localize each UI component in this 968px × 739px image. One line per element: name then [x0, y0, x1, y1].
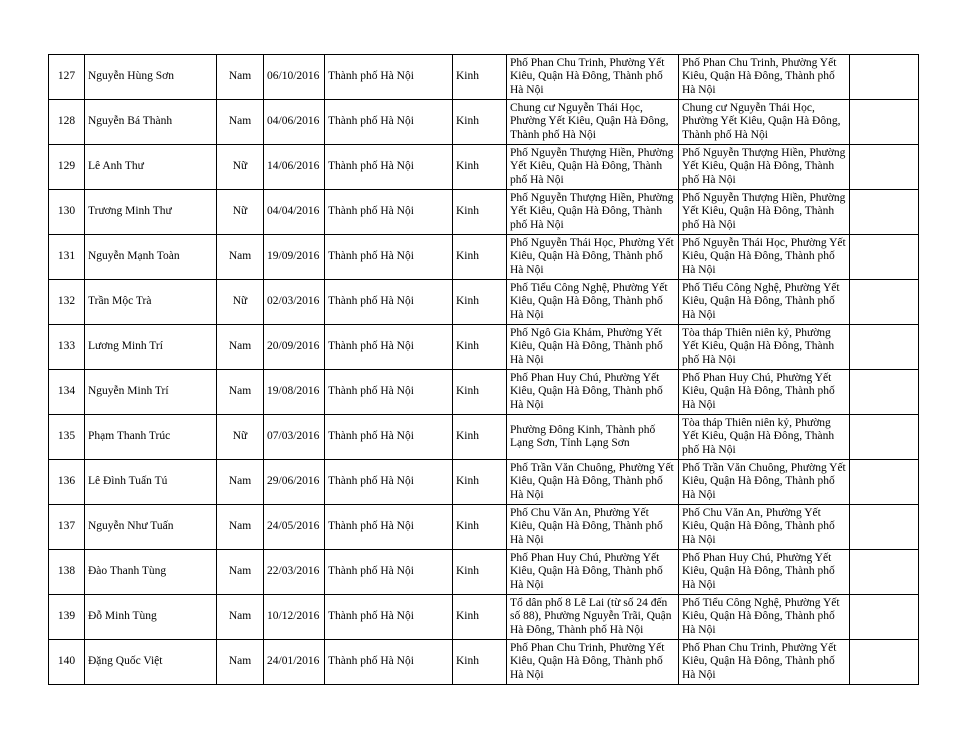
ethnicity-cell: Kinh	[453, 100, 507, 145]
birthplace-cell: Thành phố Hà Nội	[325, 370, 453, 415]
birthplace-cell: Thành phố Hà Nội	[325, 550, 453, 595]
row-number-cell: 138	[49, 550, 85, 595]
permanent-address-cell: Phường Đông Kinh, Thành phố Lạng Sơn, Tỉnh Lạng Sơn	[507, 415, 679, 460]
full-name-cell: Nguyễn Bá Thành	[85, 100, 217, 145]
birth-date-cell: 06/10/2016	[264, 55, 325, 100]
birthplace-cell: Thành phố Hà Nội	[325, 325, 453, 370]
ethnicity-cell: Kinh	[453, 280, 507, 325]
current-address-cell: Phố Trần Văn Chuông, Phường Yết Kiêu, Quận Hà Đông, Thành phố Hà Nội	[679, 460, 850, 505]
birthplace-cell: Thành phố Hà Nội	[325, 415, 453, 460]
full-name-cell: Phạm Thanh Trúc	[85, 415, 217, 460]
birthplace-cell: Thành phố Hà Nội	[325, 55, 453, 100]
full-name-cell: Lê Anh Thư	[85, 145, 217, 190]
table-row	[49, 325, 919, 370]
birth-date-cell: 29/06/2016	[264, 460, 325, 505]
ethnicity-cell: Kinh	[453, 370, 507, 415]
table-row	[49, 415, 919, 460]
birth-date-cell: 24/01/2016	[264, 640, 325, 685]
table-row	[49, 505, 919, 550]
ethnicity-cell: Kinh	[453, 595, 507, 640]
birth-date-cell: 14/06/2016	[264, 145, 325, 190]
permanent-address-cell: Phố Phan Chu Trinh, Phường Yết Kiêu, Quận Hà Đông, Thành phố Hà Nội	[507, 55, 679, 100]
permanent-address-cell: Phố Phan Huy Chú, Phường Yết Kiêu, Quận Hà Đông, Thành phố Hà Nội	[507, 550, 679, 595]
birthplace-cell: Thành phố Hà Nội	[325, 280, 453, 325]
table-row	[49, 100, 919, 145]
gender-cell: Nam	[217, 55, 264, 100]
current-address-cell: Phố Phan Huy Chú, Phường Yết Kiêu, Quận Hà Đông, Thành phố Hà Nội	[679, 550, 850, 595]
note-cell	[850, 460, 919, 505]
permanent-address-cell: Phố Nguyễn Thái Học, Phường Yết Kiêu, Quận Hà Đông, Thành phố Hà Nội	[507, 235, 679, 280]
gender-cell: Nữ	[217, 190, 264, 235]
note-cell	[850, 55, 919, 100]
row-number-cell: 127	[49, 55, 85, 100]
note-cell	[850, 145, 919, 190]
permanent-address-cell: Phố Trần Văn Chuông, Phường Yết Kiêu, Quận Hà Đông, Thành phố Hà Nội	[507, 460, 679, 505]
full-name-cell: Trần Mộc Trà	[85, 280, 217, 325]
gender-cell: Nam	[217, 640, 264, 685]
ethnicity-cell: Kinh	[453, 325, 507, 370]
gender-cell: Nam	[217, 460, 264, 505]
ethnicity-cell: Kinh	[453, 190, 507, 235]
birth-date-cell: 19/09/2016	[264, 235, 325, 280]
birth-date-cell: 22/03/2016	[264, 550, 325, 595]
table-row	[49, 55, 919, 100]
full-name-cell: Nguyễn Hùng Sơn	[85, 55, 217, 100]
permanent-address-cell: Chung cư Nguyễn Thái Học, Phường Yết Kiêu, Quận Hà Đông, Thành phố Hà Nội	[507, 100, 679, 145]
ethnicity-cell: Kinh	[453, 460, 507, 505]
student-roster-table	[48, 54, 919, 685]
gender-cell: Nam	[217, 595, 264, 640]
full-name-cell: Đặng Quốc Việt	[85, 640, 217, 685]
row-number-cell: 128	[49, 100, 85, 145]
current-address-cell: Phố Nguyễn Thượng Hiền, Phường Yết Kiêu, Quận Hà Đông, Thành phố Hà Nội	[679, 145, 850, 190]
row-number-cell: 134	[49, 370, 85, 415]
current-address-cell: Phố Nguyễn Thượng Hiền, Phường Yết Kiêu, Quận Hà Đông, Thành phố Hà Nội	[679, 190, 850, 235]
roster-body	[49, 55, 919, 685]
note-cell	[850, 505, 919, 550]
row-number-cell: 133	[49, 325, 85, 370]
row-number-cell: 139	[49, 595, 85, 640]
table-row	[49, 640, 919, 685]
gender-cell: Nam	[217, 370, 264, 415]
birthplace-cell: Thành phố Hà Nội	[325, 505, 453, 550]
ethnicity-cell: Kinh	[453, 640, 507, 685]
gender-cell: Nam	[217, 325, 264, 370]
gender-cell: Nam	[217, 235, 264, 280]
birth-date-cell: 04/06/2016	[264, 100, 325, 145]
birthplace-cell: Thành phố Hà Nội	[325, 235, 453, 280]
full-name-cell: Trương Minh Thư	[85, 190, 217, 235]
current-address-cell: Phố Phan Chu Trinh, Phường Yết Kiêu, Quận Hà Đông, Thành phố Hà Nội	[679, 640, 850, 685]
birth-date-cell: 10/12/2016	[264, 595, 325, 640]
full-name-cell: Đào Thanh Tùng	[85, 550, 217, 595]
birth-date-cell: 02/03/2016	[264, 280, 325, 325]
note-cell	[850, 550, 919, 595]
full-name-cell: Lê Đình Tuấn Tú	[85, 460, 217, 505]
current-address-cell: Tòa tháp Thiên niên kỷ, Phường Yết Kiêu, Quận Hà Đông, Thành phố Hà Nội	[679, 415, 850, 460]
note-cell	[850, 235, 919, 280]
current-address-cell: Phố Chu Văn An, Phường Yết Kiêu, Quận Hà Đông, Thành phố Hà Nội	[679, 505, 850, 550]
birthplace-cell: Thành phố Hà Nội	[325, 145, 453, 190]
ethnicity-cell: Kinh	[453, 550, 507, 595]
ethnicity-cell: Kinh	[453, 235, 507, 280]
gender-cell: Nam	[217, 550, 264, 595]
birth-date-cell: 19/08/2016	[264, 370, 325, 415]
note-cell	[850, 595, 919, 640]
row-number-cell: 137	[49, 505, 85, 550]
current-address-cell: Phố Phan Chu Trinh, Phường Yết Kiêu, Quận Hà Đông, Thành phố Hà Nội	[679, 55, 850, 100]
row-number-cell: 136	[49, 460, 85, 505]
permanent-address-cell: Tổ dân phố 8 Lê Lai (từ số 24 đến số 88), Phường Nguyễn Trãi, Quận Hà Đông, Thành phố Hà Nội	[507, 595, 679, 640]
table-row	[49, 145, 919, 190]
full-name-cell: Nguyễn Mạnh Toàn	[85, 235, 217, 280]
row-number-cell: 131	[49, 235, 85, 280]
row-number-cell: 140	[49, 640, 85, 685]
full-name-cell: Đỗ Minh Tùng	[85, 595, 217, 640]
current-address-cell: Chung cư Nguyễn Thái Học, Phường Yết Kiêu, Quận Hà Đông, Thành phố Hà Nội	[679, 100, 850, 145]
gender-cell: Nam	[217, 505, 264, 550]
current-address-cell: Tòa tháp Thiên niên kỷ, Phường Yết Kiêu, Quận Hà Đông, Thành phố Hà Nội	[679, 325, 850, 370]
permanent-address-cell: Phố Tiểu Công Nghệ, Phường Yết Kiêu, Quận Hà Đông, Thành phố Hà Nội	[507, 280, 679, 325]
birth-date-cell: 24/05/2016	[264, 505, 325, 550]
note-cell	[850, 325, 919, 370]
ethnicity-cell: Kinh	[453, 505, 507, 550]
gender-cell: Nữ	[217, 415, 264, 460]
current-address-cell: Phố Nguyễn Thái Học, Phường Yết Kiêu, Quận Hà Đông, Thành phố Hà Nội	[679, 235, 850, 280]
table-row	[49, 280, 919, 325]
row-number-cell: 132	[49, 280, 85, 325]
ethnicity-cell: Kinh	[453, 415, 507, 460]
full-name-cell: Nguyễn Như Tuấn	[85, 505, 217, 550]
ethnicity-cell: Kinh	[453, 145, 507, 190]
current-address-cell: Phố Tiểu Công Nghệ, Phường Yết Kiêu, Quận Hà Đông, Thành phố Hà Nội	[679, 280, 850, 325]
table-row	[49, 190, 919, 235]
birth-date-cell: 04/04/2016	[264, 190, 325, 235]
permanent-address-cell: Phố Chu Văn An, Phường Yết Kiêu, Quận Hà Đông, Thành phố Hà Nội	[507, 505, 679, 550]
table-row	[49, 460, 919, 505]
table-row	[49, 370, 919, 415]
row-number-cell: 130	[49, 190, 85, 235]
note-cell	[850, 100, 919, 145]
full-name-cell: Nguyễn Minh Trí	[85, 370, 217, 415]
permanent-address-cell: Phố Nguyễn Thượng Hiền, Phường Yết Kiêu, Quận Hà Đông, Thành phố Hà Nội	[507, 190, 679, 235]
gender-cell: Nữ	[217, 280, 264, 325]
birth-date-cell: 07/03/2016	[264, 415, 325, 460]
birthplace-cell: Thành phố Hà Nội	[325, 460, 453, 505]
note-cell	[850, 280, 919, 325]
birthplace-cell: Thành phố Hà Nội	[325, 640, 453, 685]
current-address-cell: Phố Tiểu Công Nghệ, Phường Yết Kiêu, Quận Hà Đông, Thành phố Hà Nội	[679, 595, 850, 640]
row-number-cell: 135	[49, 415, 85, 460]
gender-cell: Nữ	[217, 145, 264, 190]
permanent-address-cell: Phố Nguyễn Thượng Hiền, Phường Yết Kiêu, Quận Hà Đông, Thành phố Hà Nội	[507, 145, 679, 190]
birthplace-cell: Thành phố Hà Nội	[325, 595, 453, 640]
permanent-address-cell: Phố Phan Chu Trinh, Phường Yết Kiêu, Quận Hà Đông, Thành phố Hà Nội	[507, 640, 679, 685]
current-address-cell: Phố Phan Huy Chú, Phường Yết Kiêu, Quận Hà Đông, Thành phố Hà Nội	[679, 370, 850, 415]
birth-date-cell: 20/09/2016	[264, 325, 325, 370]
gender-cell: Nam	[217, 100, 264, 145]
birthplace-cell: Thành phố Hà Nội	[325, 190, 453, 235]
table-row	[49, 595, 919, 640]
note-cell	[850, 190, 919, 235]
permanent-address-cell: Phố Ngô Gia Khảm, Phường Yết Kiêu, Quận Hà Đông, Thành phố Hà Nội	[507, 325, 679, 370]
ethnicity-cell: Kinh	[453, 55, 507, 100]
note-cell	[850, 370, 919, 415]
note-cell	[850, 640, 919, 685]
row-number-cell: 129	[49, 145, 85, 190]
full-name-cell: Lương Minh Trí	[85, 325, 217, 370]
table-row	[49, 550, 919, 595]
permanent-address-cell: Phố Phan Huy Chú, Phường Yết Kiêu, Quận Hà Đông, Thành phố Hà Nội	[507, 370, 679, 415]
birthplace-cell: Thành phố Hà Nội	[325, 100, 453, 145]
note-cell	[850, 415, 919, 460]
table-row	[49, 235, 919, 280]
